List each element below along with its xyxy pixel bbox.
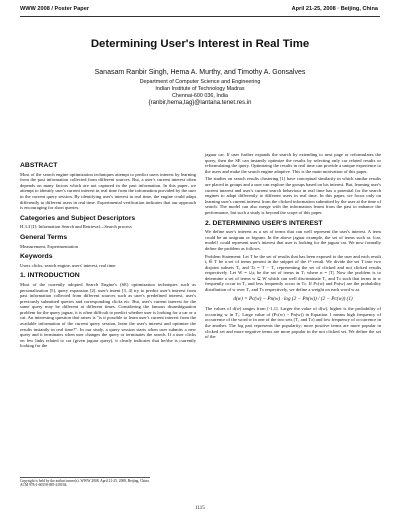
right-paragraph-3: We define user's interest as a set of terms that can well represent the user's interest. A term could be an unigram or bigram. In the above jaguar example, the set of terms such as {car, model} could represent user's interest that user is looking for the jaguar car. We now formally define the problem as follows.: [205, 229, 381, 251]
author-email: {ranbir,hema,tag}@lantana.tenet.res.in: [148, 100, 252, 106]
general-terms-heading: General Terms: [20, 233, 68, 241]
introduction-text: Most of the currently adopted Search Engine's (SE) optimization techniques such as personalization [5], query expansion [2], user's intent [3, 4] try to predict user's interest from past information collected from different sources such as user's predefined interest, user's previously submitted queries and corresponding clicks etc. But, user's current interest for the same query may be different at different times. Considering the famous disambiguation problem for the query jaguar, it is often difficult to predict whether user is looking for a car or a cat. An interesting question that arises is "is it possible to learn user's current interest from the available information of the current query session, learn the user's interest and optimize the results instantly in real time?". In our study, a query session starts when user submits a new query and it terminates when user changes the query or terminates the search. If a user clicks on few links related to car (given jaguar query), it clearly indicates that he/she is currently looking for the: [20, 281, 196, 349]
section-2-heading: 2. DETERMINING USER'S INTEREST: [205, 219, 323, 227]
right-paragraph-5: The values of d(w) ranges from [-1,1]. Larger the value of d(w), higher is the probability of occurring w in T꜀. Large value of (Pc(w) − Pn(w)) in Equation 1 means high frequency of occurrence of the word w in one of the two sets (T꜀ and Tₙ) and low frequency of occurrence in the another. The log part represents the popularity; more positive terms are more popular in clicked set and more negative terms are more popular in the not clicked set. We define the set of the: [205, 306, 381, 340]
abstract-heading: ABSTRACT: [20, 162, 58, 169]
paper-title: Determining User's Interest in Real Time: [90, 38, 310, 50]
categories-text: H.3.3 [I]: Information Search and Retrieval—Search process: [20, 224, 132, 230]
author-city: Chennai-600 036, India: [171, 93, 229, 99]
problem-statement: Problem Statement: Let T be the set of results that has been exposed to the user and each result tᵢ ∈ T be a set of terms present in the snippet of the iᵗʰ result. We divide the set T into two disjoint subsets T꜀ and Tₙ = T − T꜀ representing the set of clicked and not clicked results respectively. Let W = ∪ᵢtᵢ be the set of terms in T; where n = |T|. Now the problem is to determine a set of terms w ⊆ W which can well discriminate T꜀ and Tₙ such that terms in w frequently occur in T꜀ and less frequently occur in Tₙ. If Pc(w) and Pn(w) are the probability distribution of w over T꜀ and Tₙ respectively, we define a weight on each word w as: [205, 253, 381, 293]
equation-1: d(w) = Pc(w) − Pn(w) · log (2 − Pn(w)) / (2 − Pc(w)) (1): [233, 295, 353, 302]
left-column: [20, 158, 196, 351]
running-header-left: WWW 2008 / Poster Paper: [20, 6, 90, 12]
introduction-heading: 1. INTRODUCTION: [20, 272, 80, 280]
right-paragraph-1: jaguar car. If user further expands the search by extending to next page or reformulates the query, then the SE can instantly optimize the results by selecting only car related results or reformulating the query. Optimizing the results in real time can provide a unique experience to the users and make the search engine adaptive. This is the main motivation of this paper.: [205, 152, 381, 174]
categories-heading: Categories and Subject Descriptors: [20, 214, 136, 222]
abstract-text: Most of the search engine optimization techniques attempt to predict users interest by learning from the past information collected from different sources. But, a user's current interest often depends on many factors which are not captured in the past information. In this paper, we attempt to identify user's current interest in real time from the information provided by the user in the current query session. By identifying user's interest in real time, the engine could adapt differently to different users in real time. Experimental verification indicates that our approach is encouraging for short queries.: [20, 171, 196, 211]
keywords-text: Users clicks, search engine, users' interest, real time: [20, 262, 116, 268]
author-department: Department of Computer Science and Engineering: [139, 79, 261, 85]
header-rule: [20, 16, 380, 17]
general-terms-text: Measurement, Experimentation: [20, 243, 78, 249]
right-column: [205, 152, 381, 342]
author-institute: Indian Institute of Technology Madras: [155, 86, 245, 92]
running-header-right: April 21-25, 2008 · Beijing, China: [291, 6, 378, 12]
author-names: Sanasam Ranbir Singh, Hema A. Murthy, and Timothy A. Gonsalves: [94, 69, 306, 76]
right-paragraph-2: The studies on search results clustering [1] have conceptual similarity in which similar results are placed in groups and a user can explore the groups based on his interest. But, learning user's current interest and user's current search behaviour in real time has a potential for the search engines to adapt differently to different users in real time. In this paper, we focus only on learning user's current interest from the clicked information submitted by the user at the time of search. The model can also merge with the information learnt from the past to enhance the performance, but such a study is beyond the scope of this paper.: [205, 176, 381, 215]
keywords-heading: Keywords: [20, 253, 53, 261]
copyright-notice: Copyright is held by the author/owner(s). WWW 2008, April 21-25, 2008, Beijing, China. ACM 978-1-60558-085-2/08/04.: [20, 479, 150, 488]
page-number: 1115: [195, 506, 205, 511]
